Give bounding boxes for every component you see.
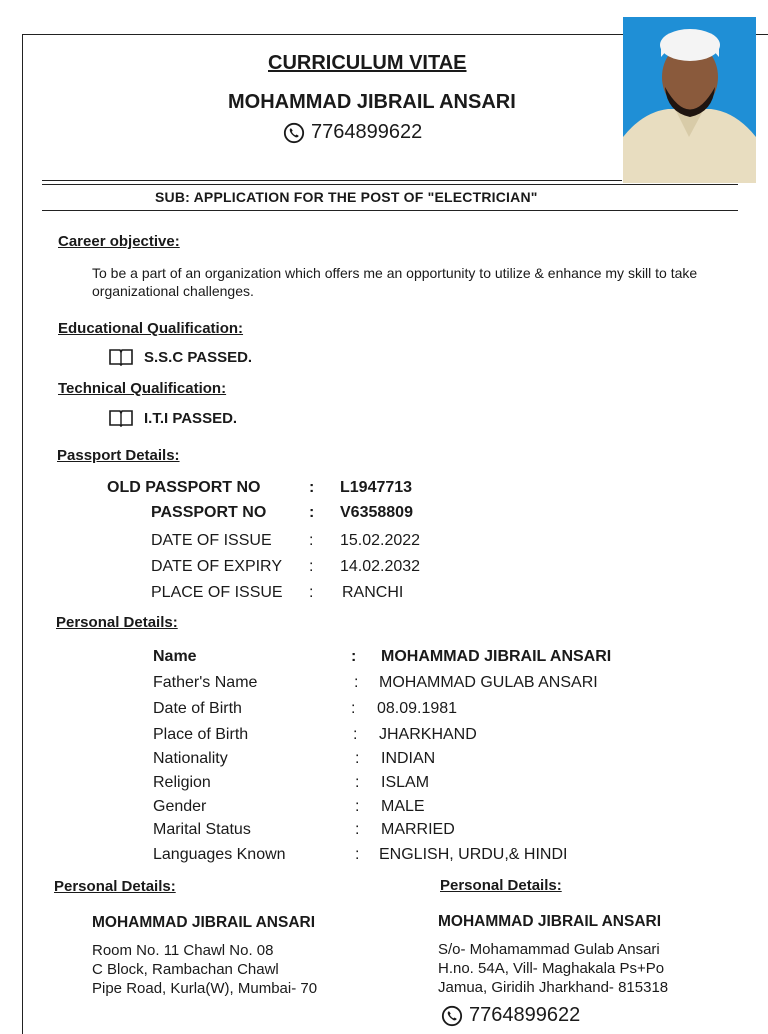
divider-bottom <box>42 210 738 211</box>
footer-phone-number: 7764899622 <box>469 1004 581 1026</box>
personal-value-religion: ISLAM <box>381 774 430 791</box>
address-right-line-1: S/o- Mohamammad Gulab Ansari <box>438 941 660 958</box>
address-left-line-3: Pipe Road, Kurla(W), Mumbai- 70 <box>92 980 318 997</box>
personal-sep-father: : <box>354 674 359 691</box>
passport-label-old: OLD PASSPORT NO <box>107 479 261 496</box>
applicant-name: MOHAMMAD JIBRAIL ANSARI <box>228 91 516 113</box>
career-heading: Career objective: <box>58 233 180 250</box>
address-left-line-1: Room No. 11 Chawl No. 08 <box>92 942 274 959</box>
personal-value-marital: MARRIED <box>381 821 455 838</box>
personal-sep-gender: : <box>355 798 360 815</box>
personal-sep-name: : <box>351 648 357 665</box>
education-item <box>108 348 252 366</box>
passport-label-number: PASSPORT NO <box>151 504 267 521</box>
open-book-icon <box>108 409 134 427</box>
passport-value-old: L1947713 <box>340 479 413 496</box>
person-photo-image <box>623 17 756 183</box>
personal-label-pob: Place of Birth <box>153 726 249 743</box>
personal-sep-pob: : <box>353 726 358 743</box>
personal-label-languages: Languages Known <box>153 846 286 863</box>
passport-label-place: PLACE OF ISSUE <box>151 584 283 601</box>
personal-label-name: Name <box>153 648 197 665</box>
passport-sep-number: : <box>309 504 315 521</box>
passport-sep-old: : <box>309 479 315 496</box>
passport-value-number: V6358809 <box>340 504 413 521</box>
education-item-label: S.S.C PASSED. <box>144 348 253 366</box>
address-right-line-3: Jamua, Giridih Jharkhand- 815318 <box>438 979 669 996</box>
personal-value-gender: MALE <box>381 798 425 815</box>
personal-value-dob: 08.09.1981 <box>377 700 458 717</box>
technical-heading: Technical Qualification: <box>58 380 227 397</box>
personal-label-marital: Marital Status <box>153 821 251 838</box>
address-left-heading: Personal Details: <box>54 878 176 895</box>
divider-top-2 <box>42 184 738 185</box>
header-phone <box>283 121 422 144</box>
address-left-name: MOHAMMAD JIBRAIL ANSARI <box>92 914 316 931</box>
address-left-line-2: C Block, Rambachan Chawl <box>92 961 279 978</box>
passport-value-issue: 15.02.2022 <box>340 532 421 549</box>
personal-sep-dob: : <box>351 700 356 717</box>
passport-value-expiry: 14.02.2032 <box>340 558 421 575</box>
technical-item <box>108 409 237 427</box>
passport-sep-place: : <box>309 584 314 601</box>
personal-value-father: MOHAMMAD GULAB ANSARI <box>379 674 598 691</box>
personal-label-religion: Religion <box>153 774 211 791</box>
personal-sep-nationality: : <box>355 750 360 767</box>
personal-sep-religion: : <box>355 774 360 791</box>
address-right-name: MOHAMMAD JIBRAIL ANSARI <box>438 913 662 930</box>
personal-value-languages: ENGLISH, URDU,& HINDI <box>379 846 568 863</box>
divider-top-1 <box>42 180 622 181</box>
address-right-heading: Personal Details: <box>440 877 562 894</box>
phone-icon <box>283 122 305 144</box>
subject-line: SUB: APPLICATION FOR THE POST OF "ELECTRICIAN" <box>155 189 538 205</box>
personal-value-pob: JHARKHAND <box>379 726 477 743</box>
personal-label-dob: Date of Birth <box>153 700 242 717</box>
profile-photo <box>623 17 756 183</box>
personal-value-nationality: INDIAN <box>381 750 436 767</box>
passport-sep-expiry: : <box>309 558 314 575</box>
document-title: CURRICULUM VITAE <box>268 52 467 74</box>
career-text: To be a part of an organization which offers me an opportunity to utilize & enhance my skill to take organizational challenges. <box>92 265 698 299</box>
personal-value-name: MOHAMMAD JIBRAIL ANSARI <box>381 648 612 665</box>
personal-label-nationality: Nationality <box>153 750 228 767</box>
personal-label-gender: Gender <box>153 798 207 815</box>
personal-label-father: Father's Name <box>153 674 258 691</box>
passport-value-place: RANCHI <box>342 584 404 601</box>
personal-sep-languages: : <box>355 846 360 863</box>
passport-heading: Passport Details: <box>57 447 180 464</box>
phone-icon <box>441 1005 463 1027</box>
address-right-line-2: H.no. 54A, Vill- Maghakala Ps+Po <box>438 960 665 977</box>
personal-sep-marital: : <box>355 821 360 838</box>
passport-label-expiry: DATE OF EXPIRY <box>151 558 282 575</box>
header-phone-number: 7764899622 <box>311 121 423 143</box>
passport-sep-issue: : <box>309 532 314 549</box>
personal-heading: Personal Details: <box>56 614 178 631</box>
education-heading: Educational Qualification: <box>58 320 244 337</box>
open-book-icon <box>108 348 134 366</box>
technical-item-label: I.T.I PASSED. <box>144 409 238 427</box>
passport-label-issue: DATE OF ISSUE <box>151 532 272 549</box>
